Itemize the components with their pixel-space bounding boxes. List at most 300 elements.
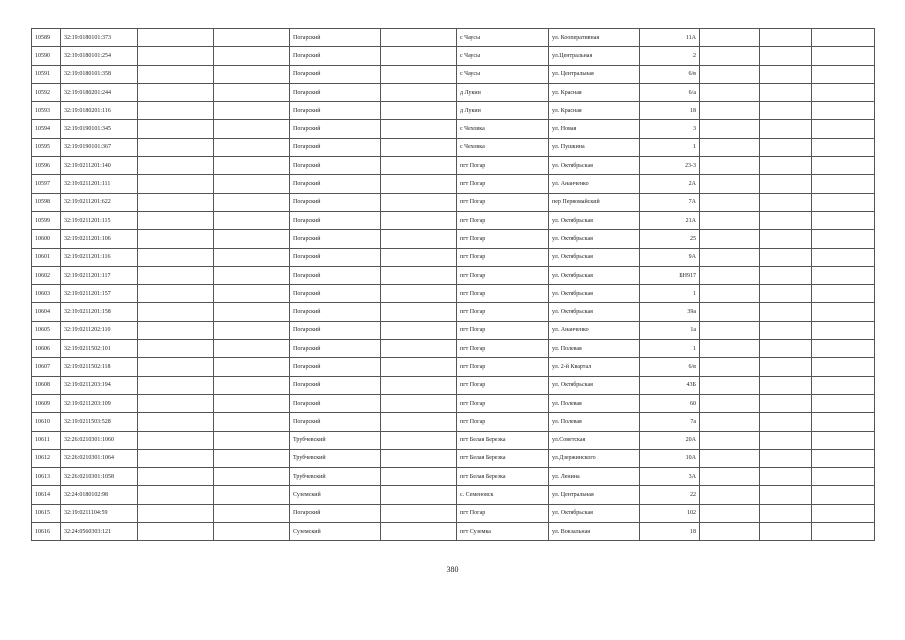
cell-record-number: 10592: [32, 83, 61, 101]
table-row: [32, 468, 875, 486]
cell-house-number: 1а: [640, 321, 700, 339]
cell-street: ул. Октябрьская: [549, 504, 640, 522]
cell-cadastral-number: 32:19:0211201:106: [61, 230, 138, 248]
cell-district: Погарский: [290, 157, 381, 175]
cell-settlement: пгт Белая Березка: [457, 431, 549, 449]
cell-settlement: д Лукин: [457, 102, 549, 120]
cell-cadastral-number: 32:19:0211201:117: [61, 266, 138, 284]
cell-empty: [760, 47, 812, 65]
cell-empty: [138, 175, 214, 193]
cell-district: Погарский: [290, 358, 381, 376]
cell-empty: [812, 102, 875, 120]
cell-record-number: 10593: [32, 102, 61, 120]
cell-empty: [760, 523, 812, 541]
cell-empty: [700, 266, 760, 284]
cell-empty: [700, 321, 760, 339]
table-row: [32, 394, 875, 412]
cell-empty: [381, 321, 457, 339]
cell-record-number: 10599: [32, 211, 61, 229]
cell-settlement: пгт Погар: [457, 285, 549, 303]
cell-district: Погарский: [290, 102, 381, 120]
table-row: [32, 431, 875, 449]
cell-district: Погарский: [290, 504, 381, 522]
cell-empty: [138, 340, 214, 358]
cell-empty: [760, 321, 812, 339]
cell-empty: [760, 266, 812, 284]
table-row: [32, 47, 875, 65]
cell-empty: [760, 340, 812, 358]
cell-empty: [214, 102, 290, 120]
cell-record-number: 10609: [32, 394, 61, 412]
cell-district: Погарский: [290, 321, 381, 339]
table-row: [32, 504, 875, 522]
cell-district: Трубчевский: [290, 468, 381, 486]
table-row: [32, 285, 875, 303]
cell-empty: [214, 266, 290, 284]
cell-empty: [760, 431, 812, 449]
cell-empty: [700, 431, 760, 449]
cell-street: ул. Красная: [549, 102, 640, 120]
cell-cadastral-number: 32:19:0180101:254: [61, 47, 138, 65]
cell-settlement: пгт Погар: [457, 248, 549, 266]
cell-street: ул.Советская: [549, 431, 640, 449]
cell-cadastral-number: 32:19:0180201:244: [61, 83, 138, 101]
cell-empty: [381, 358, 457, 376]
cell-cadastral-number: 32:19:0180101:358: [61, 65, 138, 83]
cell-empty: [700, 394, 760, 412]
cell-settlement: пгт Погар: [457, 157, 549, 175]
cell-settlement: пгт Погар: [457, 413, 549, 431]
cell-house-number: 6/а: [640, 83, 700, 101]
cell-empty: [138, 230, 214, 248]
cell-record-number: 10614: [32, 486, 61, 504]
page-number: 380: [446, 565, 459, 574]
cell-empty: [381, 102, 457, 120]
cell-empty: [700, 193, 760, 211]
cell-settlement: пгт Погар: [457, 504, 549, 522]
cell-empty: [138, 29, 214, 47]
cell-street: ул. Кооперативная: [549, 29, 640, 47]
cell-street: ул. Ананченко: [549, 175, 640, 193]
cell-house-number: 3: [640, 120, 700, 138]
cell-empty: [760, 175, 812, 193]
cell-district: Погарский: [290, 394, 381, 412]
cell-street: ул. Октябрьская: [549, 211, 640, 229]
cell-empty: [812, 431, 875, 449]
cell-empty: [214, 83, 290, 101]
cell-empty: [760, 504, 812, 522]
cell-record-number: 10598: [32, 193, 61, 211]
cell-empty: [214, 157, 290, 175]
cell-district: Погарский: [290, 211, 381, 229]
cell-empty: [760, 449, 812, 467]
cell-empty: [700, 376, 760, 394]
cell-empty: [760, 285, 812, 303]
cell-district: Погарский: [290, 376, 381, 394]
cell-house-number: 25: [640, 230, 700, 248]
cell-settlement: пгт Суземка: [457, 523, 549, 541]
cell-settlement: пгт Погар: [457, 358, 549, 376]
table-row: [32, 29, 875, 47]
table-row: [32, 266, 875, 284]
cell-empty: [381, 486, 457, 504]
cell-empty: [214, 65, 290, 83]
cell-empty: [700, 486, 760, 504]
cell-record-number: 10596: [32, 157, 61, 175]
cell-district: Суземский: [290, 523, 381, 541]
cell-empty: [812, 321, 875, 339]
cell-empty: [214, 523, 290, 541]
cell-cadastral-number: 32:19:0211503:528: [61, 413, 138, 431]
cell-cadastral-number: 32:19:0211201:116: [61, 248, 138, 266]
cell-empty: [812, 120, 875, 138]
cell-empty: [381, 340, 457, 358]
cell-empty: [700, 175, 760, 193]
cell-empty: [760, 138, 812, 156]
cell-empty: [700, 47, 760, 65]
cell-empty: [138, 413, 214, 431]
cell-empty: [381, 248, 457, 266]
cell-empty: [760, 102, 812, 120]
cell-empty: [812, 449, 875, 467]
cell-empty: [700, 413, 760, 431]
cell-empty: [138, 376, 214, 394]
cell-street: ул. Полевая: [549, 413, 640, 431]
cell-cadastral-number: 32:26:0210301:1064: [61, 449, 138, 467]
cell-cadastral-number: 32:19:0190101:345: [61, 120, 138, 138]
cell-street: ул. Центральная: [549, 65, 640, 83]
cell-empty: [381, 65, 457, 83]
cell-house-number: 23-3: [640, 157, 700, 175]
cell-empty: [214, 193, 290, 211]
cell-empty: [138, 83, 214, 101]
cell-empty: [760, 376, 812, 394]
cell-house-number: 2А: [640, 175, 700, 193]
cell-empty: [214, 230, 290, 248]
cell-empty: [760, 193, 812, 211]
cell-record-number: 10615: [32, 504, 61, 522]
cell-empty: [760, 65, 812, 83]
cell-district: Трубчевский: [290, 431, 381, 449]
cell-street: ул. Октябрьская: [549, 285, 640, 303]
cell-house-number: 1: [640, 340, 700, 358]
cell-empty: [812, 248, 875, 266]
cell-record-number: 10612: [32, 449, 61, 467]
cell-street: ул. Октябрьская: [549, 248, 640, 266]
cell-house-number: 6/в: [640, 358, 700, 376]
cell-empty: [760, 413, 812, 431]
cell-cadastral-number: 32:19:0211202:110: [61, 321, 138, 339]
cell-empty: [138, 248, 214, 266]
cell-empty: [214, 431, 290, 449]
cell-empty: [381, 193, 457, 211]
cell-settlement: д Лукин: [457, 83, 549, 101]
cell-empty: [700, 157, 760, 175]
cell-record-number: 10591: [32, 65, 61, 83]
cell-empty: [214, 468, 290, 486]
cell-empty: [214, 285, 290, 303]
cell-empty: [812, 83, 875, 101]
cell-street: ул. Красная: [549, 83, 640, 101]
cell-house-number: БН917: [640, 266, 700, 284]
cell-street: ул. Октябрьская: [549, 303, 640, 321]
cell-empty: [214, 303, 290, 321]
cell-empty: [812, 266, 875, 284]
cell-empty: [700, 120, 760, 138]
cell-empty: [760, 394, 812, 412]
cell-cadastral-number: 32:24:0560303:121: [61, 523, 138, 541]
cell-empty: [138, 211, 214, 229]
cell-street: ул. Вокзальная: [549, 523, 640, 541]
cell-cadastral-number: 32:19:0211104:59: [61, 504, 138, 522]
cell-house-number: 102: [640, 504, 700, 522]
cell-empty: [812, 138, 875, 156]
cell-street: пер Первомайский: [549, 193, 640, 211]
table-row: [32, 120, 875, 138]
cell-settlement: пгт Погар: [457, 211, 549, 229]
cell-empty: [760, 211, 812, 229]
cell-house-number: 3А: [640, 468, 700, 486]
cell-empty: [760, 120, 812, 138]
cell-empty: [760, 303, 812, 321]
cell-empty: [812, 358, 875, 376]
cell-record-number: 10602: [32, 266, 61, 284]
cell-empty: [381, 211, 457, 229]
cell-empty: [812, 157, 875, 175]
cell-empty: [812, 523, 875, 541]
cell-empty: [214, 504, 290, 522]
cell-empty: [700, 138, 760, 156]
cell-empty: [138, 266, 214, 284]
cell-cadastral-number: 32:19:0211201:158: [61, 303, 138, 321]
cell-empty: [812, 65, 875, 83]
cell-record-number: 10601: [32, 248, 61, 266]
cell-district: Погарский: [290, 285, 381, 303]
cell-record-number: 10600: [32, 230, 61, 248]
cell-house-number: 7а: [640, 413, 700, 431]
cell-house-number: 21А: [640, 211, 700, 229]
cell-record-number: 10610: [32, 413, 61, 431]
cell-empty: [214, 340, 290, 358]
cell-house-number: 22: [640, 486, 700, 504]
cell-empty: [381, 266, 457, 284]
cell-empty: [700, 449, 760, 467]
cell-settlement: с Чеховка: [457, 120, 549, 138]
cell-empty: [812, 285, 875, 303]
cell-cadastral-number: 32:19:0211201:115: [61, 211, 138, 229]
cell-settlement: пгт Погар: [457, 193, 549, 211]
cell-cadastral-number: 32:19:0211201:622: [61, 193, 138, 211]
cell-house-number: 10А: [640, 449, 700, 467]
cell-settlement: пгт Белая Березка: [457, 468, 549, 486]
cell-settlement: пгт Погар: [457, 340, 549, 358]
cell-cadastral-number: 32:19:0211201:111: [61, 175, 138, 193]
cell-district: Погарский: [290, 248, 381, 266]
cell-empty: [760, 157, 812, 175]
table-row: [32, 303, 875, 321]
cell-empty: [138, 65, 214, 83]
cell-record-number: 10608: [32, 376, 61, 394]
cell-house-number: 39а: [640, 303, 700, 321]
cell-empty: [700, 29, 760, 47]
cell-house-number: 1: [640, 285, 700, 303]
cell-record-number: 10605: [32, 321, 61, 339]
cell-empty: [381, 83, 457, 101]
cell-empty: [812, 486, 875, 504]
table-row: [32, 157, 875, 175]
cell-house-number: 18: [640, 102, 700, 120]
cell-empty: [760, 468, 812, 486]
cell-record-number: 10597: [32, 175, 61, 193]
cell-empty: [381, 394, 457, 412]
cell-record-number: 10613: [32, 468, 61, 486]
cell-empty: [812, 394, 875, 412]
cell-record-number: 10590: [32, 47, 61, 65]
cell-cadastral-number: 32:19:0211502:101: [61, 340, 138, 358]
cell-empty: [214, 138, 290, 156]
table-row: [32, 230, 875, 248]
cell-record-number: 10594: [32, 120, 61, 138]
cell-house-number: 18: [640, 523, 700, 541]
cell-district: Погарский: [290, 120, 381, 138]
cell-empty: [381, 138, 457, 156]
cell-empty: [700, 83, 760, 101]
cell-district: Погарский: [290, 83, 381, 101]
cell-empty: [381, 413, 457, 431]
cell-district: Погарский: [290, 175, 381, 193]
cell-street: ул. Ананченко: [549, 321, 640, 339]
cell-empty: [138, 102, 214, 120]
cell-empty: [700, 468, 760, 486]
cell-cadastral-number: 32:19:0180201:116: [61, 102, 138, 120]
table-row: [32, 248, 875, 266]
cell-empty: [812, 211, 875, 229]
cell-empty: [381, 303, 457, 321]
cell-cadastral-number: 32:19:0211203:109: [61, 394, 138, 412]
cell-district: Погарский: [290, 266, 381, 284]
cell-record-number: 10611: [32, 431, 61, 449]
cell-record-number: 10589: [32, 29, 61, 47]
table-row: [32, 211, 875, 229]
cell-district: Погарский: [290, 29, 381, 47]
cell-street: ул. Ленина: [549, 468, 640, 486]
cell-cadastral-number: 32:26:0210301:1060: [61, 431, 138, 449]
cell-record-number: 10603: [32, 285, 61, 303]
cell-cadastral-number: 32:19:0211201:140: [61, 157, 138, 175]
cell-settlement: пгт Белая Березка: [457, 449, 549, 467]
cell-empty: [214, 321, 290, 339]
cell-empty: [812, 468, 875, 486]
cell-empty: [214, 47, 290, 65]
cell-record-number: 10606: [32, 340, 61, 358]
cell-house-number: 20А: [640, 431, 700, 449]
cell-empty: [700, 340, 760, 358]
cell-cadastral-number: 32:19:0190101:367: [61, 138, 138, 156]
table-row: [32, 449, 875, 467]
cell-cadastral-number: 32:19:0211201:157: [61, 285, 138, 303]
cell-district: Погарский: [290, 138, 381, 156]
cell-empty: [760, 83, 812, 101]
cell-empty: [760, 358, 812, 376]
cell-district: Погарский: [290, 303, 381, 321]
cell-empty: [214, 120, 290, 138]
cell-empty: [812, 413, 875, 431]
cell-street: ул. Полевая: [549, 394, 640, 412]
cell-empty: [700, 285, 760, 303]
cell-empty: [138, 358, 214, 376]
cell-cadastral-number: 32:19:0211203:194: [61, 376, 138, 394]
cell-empty: [381, 29, 457, 47]
table-row: [32, 65, 875, 83]
property-register-table: [31, 28, 875, 541]
cell-empty: [138, 285, 214, 303]
cell-settlement: пгт Погар: [457, 321, 549, 339]
table-row: [32, 358, 875, 376]
cell-empty: [700, 211, 760, 229]
cell-empty: [381, 47, 457, 65]
cell-settlement: пгт Погар: [457, 303, 549, 321]
cell-record-number: 10607: [32, 358, 61, 376]
cell-street: ул. Октябрьская: [549, 157, 640, 175]
cell-district: Погарский: [290, 230, 381, 248]
cell-settlement: с Чаусы: [457, 29, 549, 47]
cell-record-number: 10595: [32, 138, 61, 156]
table-row: [32, 83, 875, 101]
cell-street: ул.Дзержинского: [549, 449, 640, 467]
cell-empty: [760, 486, 812, 504]
cell-district: Погарский: [290, 65, 381, 83]
cell-empty: [138, 394, 214, 412]
cell-cadastral-number: 32:24:0180102:98: [61, 486, 138, 504]
cell-settlement: пгт Погар: [457, 266, 549, 284]
cell-empty: [138, 504, 214, 522]
cell-empty: [214, 29, 290, 47]
cell-empty: [812, 175, 875, 193]
cell-empty: [214, 175, 290, 193]
cell-street: ул. Центральная: [549, 486, 640, 504]
cell-settlement: пгт Погар: [457, 394, 549, 412]
cell-street: ул. Новая: [549, 120, 640, 138]
cell-empty: [381, 376, 457, 394]
table-row: [32, 175, 875, 193]
cell-settlement: с. Семеновск: [457, 486, 549, 504]
cell-street: ул. Октябрьская: [549, 230, 640, 248]
cell-settlement: с Чеховка: [457, 138, 549, 156]
cell-cadastral-number: 32:19:0211502:118: [61, 358, 138, 376]
cell-empty: [812, 340, 875, 358]
cell-record-number: 10616: [32, 523, 61, 541]
cell-street: ул. Октябрьская: [549, 376, 640, 394]
cell-district: Суземский: [290, 486, 381, 504]
cell-empty: [138, 321, 214, 339]
cell-street: ул. 2-й Квартал: [549, 358, 640, 376]
cell-house-number: 2: [640, 47, 700, 65]
cell-house-number: 7А: [640, 193, 700, 211]
cell-empty: [138, 157, 214, 175]
cell-empty: [812, 193, 875, 211]
cell-empty: [138, 449, 214, 467]
cell-district: Погарский: [290, 413, 381, 431]
table-row: [32, 102, 875, 120]
cell-record-number: 10604: [32, 303, 61, 321]
cell-empty: [381, 523, 457, 541]
cell-empty: [381, 285, 457, 303]
cell-empty: [214, 358, 290, 376]
cell-settlement: с Чаусы: [457, 65, 549, 83]
cell-empty: [700, 102, 760, 120]
cell-empty: [381, 504, 457, 522]
table-row: [32, 523, 875, 541]
